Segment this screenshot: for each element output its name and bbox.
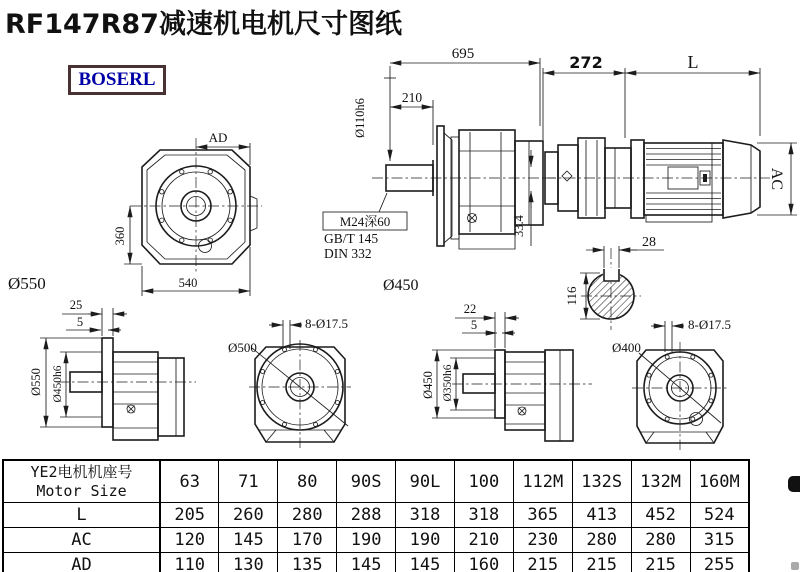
dim-value-cell: 145 xyxy=(337,553,396,572)
table-row xyxy=(3,528,749,553)
dim-360: 360 xyxy=(113,226,127,246)
right-edge-tab xyxy=(788,476,800,492)
motor-size-col: 100 xyxy=(454,460,513,503)
dim-value-cell: 524 xyxy=(690,503,749,528)
gearbox-side-view xyxy=(323,46,556,294)
dim-key-height: 33.4 xyxy=(512,215,526,237)
motor-view xyxy=(543,52,797,222)
dim-value-cell: 215 xyxy=(631,553,690,572)
motor-size-col: 80 xyxy=(278,460,337,503)
screw-symbol-a xyxy=(127,405,135,413)
dim-value-cell: 130 xyxy=(219,553,278,572)
dim-value-cell: 160 xyxy=(454,553,513,572)
dim-25: 25 xyxy=(69,298,83,312)
dim-272: 272 xyxy=(569,53,603,72)
motor-size-col: 132M xyxy=(631,460,690,503)
dim-5c: 5 xyxy=(470,318,478,332)
dim-value-cell: 210 xyxy=(454,528,513,553)
motor-size-col: 132S xyxy=(572,460,631,503)
row-label: AD xyxy=(3,553,160,572)
shaft-section-view xyxy=(564,235,664,330)
dim-value-cell: 315 xyxy=(690,528,749,553)
dim-value-cell: 170 xyxy=(278,528,337,553)
dim-value-cell: 280 xyxy=(572,528,631,553)
flange-view-d xyxy=(612,317,731,450)
note-din: DIN 332 xyxy=(324,246,372,261)
dim-value-cell: 280 xyxy=(631,528,690,553)
row-label: L xyxy=(3,503,160,528)
label-d400: Ø400 xyxy=(612,340,641,355)
dim-d450-c: Ø450 xyxy=(421,371,435,399)
dim-value-cell: 190 xyxy=(396,528,455,553)
dim-value-cell: 413 xyxy=(572,503,631,528)
dim-value-cell: 452 xyxy=(631,503,690,528)
label-bolts-b: 8-Ø17.5 xyxy=(305,316,348,331)
note-gbt: GB/T 145 xyxy=(324,231,379,246)
dim-d450h6-a: Ø450h6 xyxy=(52,365,64,403)
dim-value-cell: 365 xyxy=(513,503,572,528)
motor-size-col: 160M xyxy=(690,460,749,503)
dim-value-cell: 318 xyxy=(454,503,513,528)
label-d550: Ø550 xyxy=(8,274,46,293)
dim-5a: 5 xyxy=(76,315,84,329)
row-label: AC xyxy=(3,528,160,553)
flange-view-b xyxy=(228,316,351,448)
dim-value-cell: 255 xyxy=(690,553,749,572)
dim-540: 540 xyxy=(178,276,198,290)
dim-value-cell: 318 xyxy=(396,503,455,528)
output-side-view-a xyxy=(29,298,196,440)
motor-table-head xyxy=(3,460,749,503)
motor-size-header: YE2电机机座号 Motor Size xyxy=(3,460,160,503)
motor-size-col: 90S xyxy=(337,460,396,503)
dim-value-cell: 110 xyxy=(160,553,219,572)
dim-116: 116 xyxy=(564,286,579,306)
dim-value-cell: 145 xyxy=(219,528,278,553)
motor-table xyxy=(2,459,750,572)
table-row xyxy=(3,503,749,528)
screw-symbol-c xyxy=(518,407,526,415)
dim-value-cell: 260 xyxy=(219,503,278,528)
corner-mark xyxy=(791,562,799,570)
dim-d350h6-c: Ø350h6 xyxy=(442,364,454,402)
dim-value-cell: 230 xyxy=(513,528,572,553)
output-side-view-c xyxy=(421,302,592,441)
dim-shaft-diameter: Ø110h6 xyxy=(353,98,367,138)
front-view xyxy=(8,130,262,296)
dim-ac: AC xyxy=(768,167,785,191)
dim-value-cell: 190 xyxy=(337,528,396,553)
dim-value-cell: 288 xyxy=(337,503,396,528)
motor-size-col: 112M xyxy=(513,460,572,503)
dim-28: 28 xyxy=(642,235,656,250)
dim-value-cell: 205 xyxy=(160,503,219,528)
dim-22: 22 xyxy=(463,302,477,316)
label-d500: Ø500 xyxy=(228,340,257,355)
label-d450-side: Ø450 xyxy=(383,277,419,294)
motor-table-body xyxy=(3,503,749,572)
motor-size-col: 63 xyxy=(160,460,219,503)
dim-d550-a: Ø550 xyxy=(29,368,43,396)
dim-value-cell: 120 xyxy=(160,528,219,553)
dim-210: 210 xyxy=(401,90,423,105)
dim-ad: AD xyxy=(208,130,228,145)
dim-value-cell: 215 xyxy=(513,553,572,572)
label-bolts-d: 8-Ø17.5 xyxy=(688,317,731,332)
dim-L: L xyxy=(687,52,699,72)
dim-value-cell: 135 xyxy=(278,553,337,572)
motor-size-col: 71 xyxy=(219,460,278,503)
motor-size-col: 90L xyxy=(396,460,455,503)
screw-symbol xyxy=(468,214,477,223)
table-row xyxy=(3,553,749,572)
dim-695: 695 xyxy=(451,46,475,62)
body-lines-a xyxy=(113,362,158,428)
page-title: RF147R87减速机电机尺寸图纸 xyxy=(5,9,402,40)
dim-value-cell: 145 xyxy=(396,553,455,572)
body-lines-c xyxy=(505,362,545,424)
dim-value-cell: 280 xyxy=(278,503,337,528)
note-tap: M24深60 xyxy=(339,214,391,229)
brand-logo: BOSERL xyxy=(68,65,166,95)
dim-value-cell: 215 xyxy=(572,553,631,572)
